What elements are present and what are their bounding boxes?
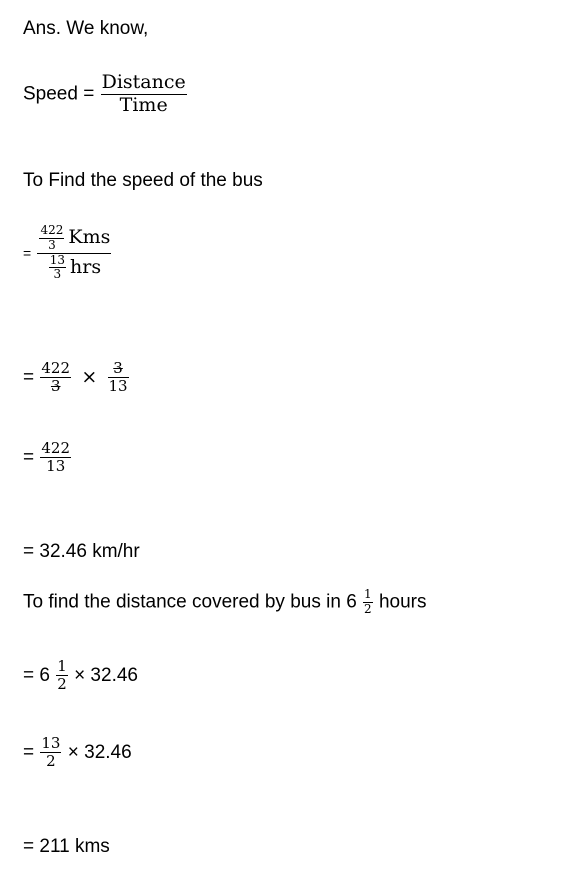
speed-calc-step-1: = $\frac{422}{3}$ Kms $\frac{13}{3}$ hrs: [23, 223, 111, 282]
fraction: $\frac{1}{2}$: [364, 587, 372, 616]
inner-fraction: $\frac{13}{3}$: [49, 252, 65, 282]
speed-calc-step-2: = $\frac{422}{3}$ × $\frac{3}{13}$: [23, 359, 128, 396]
fraction: $\frac{422}{13}$: [41, 439, 71, 476]
fraction: $\frac{3}{13}$: [108, 359, 128, 396]
fraction: $\frac{13}{2}$: [41, 734, 61, 771]
speed-result: = 32.46 km/hr: [23, 541, 140, 562]
fraction: $\frac{1}{2}$: [57, 657, 67, 694]
speed-calc-step-3: = $\frac{422}{13}$: [23, 439, 71, 476]
distance-calc-step-2: = $\frac{13}{2}$ × 32.46: [23, 734, 132, 771]
find-speed-heading: To Find the speed of the bus: [23, 170, 263, 191]
fraction: $\frac{422}{3}$: [41, 359, 71, 396]
complex-fraction-numerator: $\frac{422}{3}$ Kms: [37, 224, 111, 254]
complex-fraction-denominator: $\frac{13}{3}$ hrs: [49, 252, 102, 282]
intro-text: Ans. We know,: [23, 18, 149, 39]
speed-fraction: $\frac{\text{Distance}}{\text{Time}}$: [101, 71, 186, 116]
complex-fraction: [37, 224, 111, 282]
distance-calc-step-1: = 6 $\frac{1}{2}$ × 32.46: [23, 657, 138, 694]
speed-formula: Speed = $\frac{\text{Distance}}{\text{Time}}$: [23, 71, 186, 116]
distance-result: = 211 kms: [23, 836, 110, 857]
find-distance-heading: To find the distance covered by bus in 6 $\frac{1}{2}$ hours: [23, 587, 427, 616]
inner-fraction: $\frac{422}{3}$: [40, 223, 64, 252]
